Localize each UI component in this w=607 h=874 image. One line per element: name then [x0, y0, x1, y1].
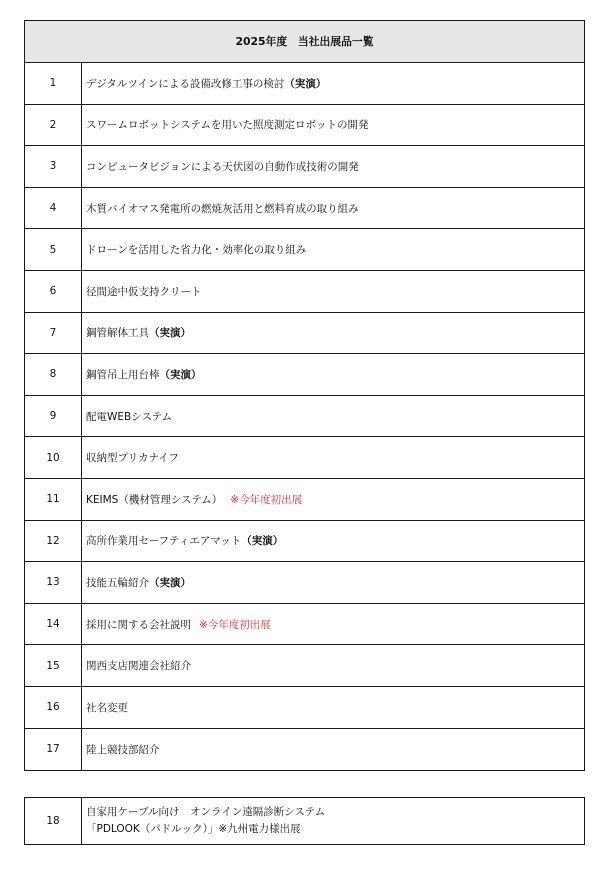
- item-name-cell: [82, 229, 585, 271]
- table-row: [25, 312, 585, 354]
- item-name-line-1: 自家用ケーブル向け オンライン遠隔診断システム: [86, 806, 326, 818]
- table-row: [25, 437, 585, 479]
- item-name: 木質バイオマス発電所の燃焼灰活用と燃料育成の取り組み: [86, 202, 359, 215]
- item-name: ドローンを活用した省力化・効率化の取り組み: [86, 244, 307, 257]
- item-number: 18: [25, 798, 82, 845]
- item-name: 技能五輪紹介: [86, 576, 149, 589]
- item-name: 鋼管吊上用台棒: [86, 368, 160, 381]
- item-number: 3: [25, 146, 82, 188]
- first-exhibit-note: ※今年度初出展: [230, 493, 303, 506]
- item-name-line-2: 「PDLOOK（パドルック）」※九州電力様出展: [86, 823, 301, 835]
- item-number: 15: [25, 645, 82, 687]
- demo-label: （実演）: [159, 368, 202, 381]
- table-row: [25, 478, 585, 520]
- item-number: 7: [25, 312, 82, 354]
- item-name: 収納型プリカナイフ: [86, 452, 179, 465]
- item-number: 9: [25, 395, 82, 437]
- item-name: [82, 798, 585, 845]
- item-name: 高所作業用セーフティエアマット: [86, 535, 242, 548]
- table-row: [25, 728, 585, 770]
- item-number: 1: [25, 63, 82, 105]
- extra-exhibit-table: [24, 797, 585, 845]
- table-row: [25, 520, 585, 562]
- item-name-cell: [82, 312, 585, 354]
- item-name: 社名変更: [86, 701, 128, 714]
- table-row: [25, 395, 585, 437]
- table-row: [25, 229, 585, 271]
- table-row: [25, 686, 585, 728]
- item-name: コンピュータビジョンによる天伏図の自動作成技術の開発: [86, 160, 359, 173]
- item-name: スワームロボットシステムを用いた照度測定ロボットの開発: [86, 119, 369, 132]
- table-row: [25, 645, 585, 687]
- item-number: 12: [25, 520, 82, 562]
- item-name-cell: [82, 146, 585, 188]
- item-name-cell: [82, 728, 585, 770]
- item-name-cell: [82, 645, 585, 687]
- item-name: 配電WEBシステム: [86, 410, 173, 423]
- item-name-cell: [82, 437, 585, 479]
- item-name-cell: [82, 395, 585, 437]
- item-name-cell: [82, 478, 585, 520]
- item-number: 8: [25, 354, 82, 396]
- item-number: 10: [25, 437, 82, 479]
- table-row: [25, 562, 585, 604]
- item-name: 関西支店関連会社紹介: [86, 660, 191, 673]
- table-row: [25, 798, 585, 845]
- item-name-cell: [82, 63, 585, 105]
- item-name: 採用に関する会社説明: [86, 618, 191, 631]
- item-name: 鋼管解体工具: [86, 327, 149, 340]
- item-number: 16: [25, 686, 82, 728]
- demo-label: （実演）: [241, 535, 284, 548]
- exhibit-table: [24, 20, 585, 771]
- first-exhibit-note: ※今年度初出展: [199, 618, 271, 631]
- exhibit-rows: [25, 63, 585, 771]
- item-number: 6: [25, 270, 82, 312]
- item-name: 陸上競技部紹介: [86, 743, 160, 756]
- table-row: [25, 354, 585, 396]
- item-name-cell: [82, 520, 585, 562]
- table-row: [25, 63, 585, 105]
- demo-label: （実演）: [149, 327, 191, 340]
- item-name-cell: [82, 686, 585, 728]
- item-name: 径間途中仮支持クリート: [86, 285, 202, 298]
- item-number: 5: [25, 229, 82, 271]
- item-name: KEIMS（機材管理システム）: [86, 493, 223, 506]
- item-name-cell: [82, 104, 585, 146]
- item-number: 4: [25, 187, 82, 229]
- item-number: 17: [25, 728, 82, 770]
- item-number: 2: [25, 104, 82, 146]
- demo-label: （実演）: [149, 576, 191, 589]
- demo-label: （実演）: [284, 77, 327, 90]
- item-name-cell: [82, 354, 585, 396]
- table-row: [25, 603, 585, 645]
- table-title: 2025年度 当社出展品一覧: [25, 21, 585, 63]
- item-number: 11: [25, 478, 82, 520]
- table-row: [25, 270, 585, 312]
- item-number: 14: [25, 603, 82, 645]
- item-name-cell: [82, 187, 585, 229]
- table-row: [25, 104, 585, 146]
- table-row: [25, 187, 585, 229]
- item-name-cell: [82, 270, 585, 312]
- item-name-cell: [82, 562, 585, 604]
- item-name: デジタルツインによる設備改修工事の検討: [86, 77, 285, 90]
- item-name-cell: [82, 603, 585, 645]
- table-row: [25, 146, 585, 188]
- item-number: 13: [25, 562, 82, 604]
